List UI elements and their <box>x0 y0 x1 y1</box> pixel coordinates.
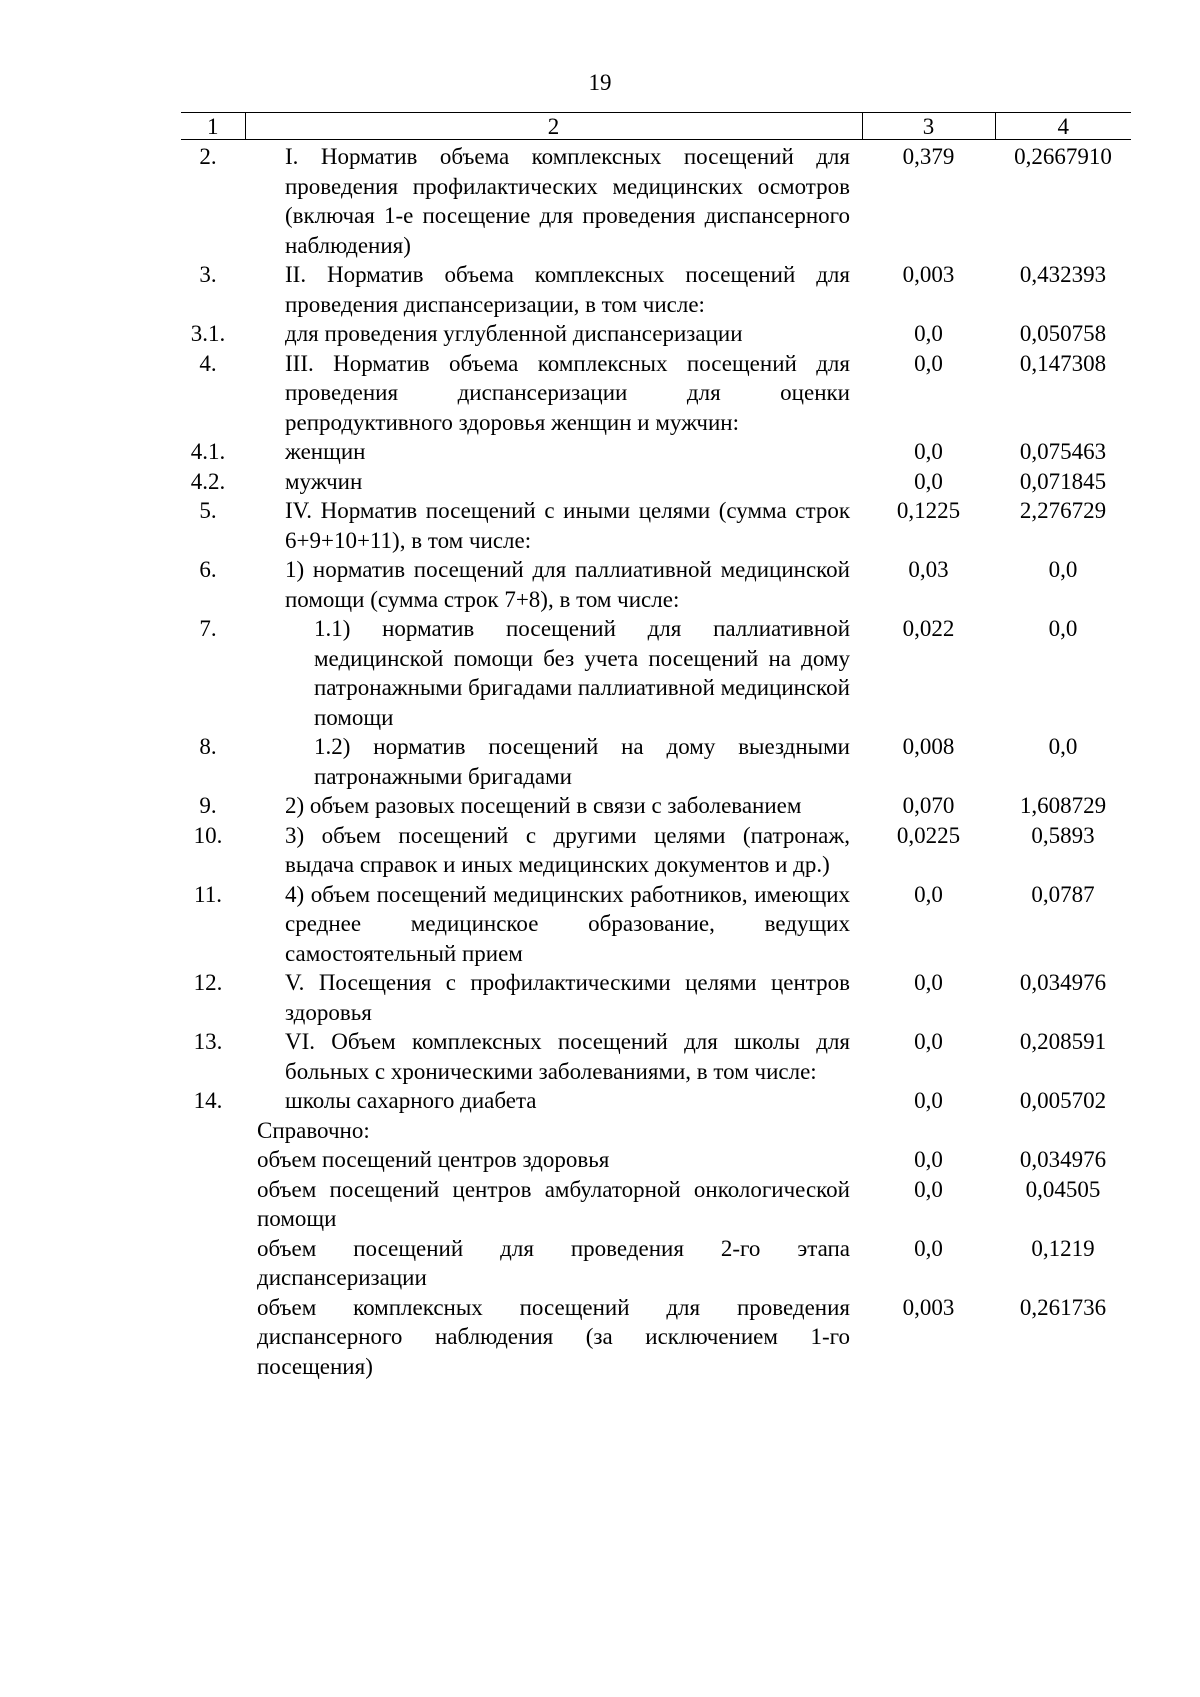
row-description: объем посещений для проведения 2-го этапа диспансеризации <box>257 1235 850 1290</box>
row-number: 2. <box>199 144 217 169</box>
row-description: 1) норматив посещений для паллиативной медицинской помощи (сумма строк 7+8), в том числе: <box>285 557 850 612</box>
row-value-col3: 0,0 <box>914 468 943 494</box>
row-value-col4: 0,04505 <box>1025 1176 1101 1202</box>
row-description: женщин <box>285 439 366 464</box>
table-body <box>181 140 1131 1382</box>
row-description: 2) объем разовых посещений в связи с заболеванием <box>285 793 802 818</box>
row-value-col3: 0,0 <box>914 439 943 464</box>
row-number: 9. <box>199 793 217 818</box>
row-value-col3: 0,0 <box>914 1088 943 1113</box>
row-description: 3) объем посещений с другими целями (патронаж, выдача справок и иных медицинских документов и др.) <box>285 822 850 877</box>
row-value-col4 <box>995 1116 1131 1146</box>
row-number: 10. <box>193 822 223 848</box>
row-number <box>181 1293 245 1382</box>
row-value-col4: 1,608729 <box>1019 793 1107 818</box>
row-number: 4.2. <box>190 468 226 494</box>
row-description: VI. Объем комплексных посещений для школы для больных с хроническими заболеваниями, в том числе: <box>285 1029 850 1084</box>
row-description: 1.2) норматив посещений на дому выездными патронажными бригадами <box>314 734 850 789</box>
row-number: 5. <box>199 498 217 523</box>
row-value-col4: 0,034976 <box>1019 1147 1107 1172</box>
table-row <box>181 467 1131 497</box>
row-value-col4: 0,034976 <box>1019 970 1107 995</box>
table-row <box>181 260 1131 319</box>
table-row <box>181 140 1131 261</box>
row-value-col3: 0,022 <box>902 616 955 641</box>
row-description: V. Посещения с профилактическими целями центров здоровья <box>285 970 850 1025</box>
row-description: II. Норматив объема комплексных посещений для проведения диспансеризации, в том числе: <box>285 262 850 317</box>
table-row <box>181 1116 1131 1146</box>
row-value-col4: 0,0 <box>1048 557 1078 582</box>
row-value-col3: 0,0 <box>914 350 943 376</box>
row-number: 4. <box>199 350 217 376</box>
table-row <box>181 880 1131 969</box>
row-description: 4) объем посещений медицинских работников, имеющих среднее медицинское образование, ведущих самостоятельный прием <box>285 881 850 966</box>
header-col-3: 3 <box>862 113 995 140</box>
standards-table <box>181 112 1131 1381</box>
row-number: 12. <box>193 970 223 995</box>
page-number: 19 <box>588 70 612 95</box>
row-value-col4: 0,432393 <box>1019 262 1107 287</box>
table-row <box>181 349 1131 438</box>
row-description: IV. Норматив посещений с иными целями (сумма строк 6+9+10+11), в том числе: <box>285 498 850 553</box>
table-row <box>181 555 1131 614</box>
row-value-col4: 0,2667910 <box>1014 144 1112 169</box>
row-value-col3: 0,0 <box>914 321 943 346</box>
row-value-col4: 0,071845 <box>1019 468 1107 494</box>
row-value-col4: 0,0 <box>1048 734 1078 759</box>
row-value-col3: 0,0 <box>914 1147 943 1172</box>
row-value-col4: 0,261736 <box>1019 1294 1107 1320</box>
table-row <box>181 496 1131 555</box>
row-description: школы сахарного диабета <box>285 1088 537 1113</box>
row-number: 13. <box>193 1029 223 1054</box>
row-number: 3. <box>199 262 217 287</box>
row-value-col3: 0,0 <box>914 881 943 907</box>
table-row <box>181 1175 1131 1234</box>
row-value-col3: 0,1225 <box>896 498 961 523</box>
row-value-col3: 0,0 <box>914 970 943 995</box>
row-description: 1.1) норматив посещений для паллиативной медицинской помощи без учета посещений на дому патронажными бригадами паллиативной медицинской помощи <box>314 616 850 730</box>
row-number: 4.1. <box>190 439 226 464</box>
header-col-4: 4 <box>995 113 1131 140</box>
row-value-col3: 0,0 <box>914 1029 943 1054</box>
row-value-col4: 0,1219 <box>1031 1235 1095 1261</box>
row-number: 3.1. <box>190 321 226 346</box>
row-value-col3: 0,0 <box>914 1176 943 1202</box>
row-value-col3: 0,003 <box>902 1294 955 1320</box>
row-value-col3: 0,0 <box>914 1235 943 1261</box>
row-number: 6. <box>199 557 217 582</box>
row-number <box>181 1145 245 1175</box>
row-description: объем посещений центров здоровья <box>257 1147 610 1172</box>
table-row <box>181 1293 1131 1382</box>
row-number: 8. <box>199 734 217 759</box>
row-number <box>181 1234 245 1293</box>
row-description: объем комплексных посещений для проведения диспансерного наблюдения (за исключением 1-го посещения) <box>257 1294 850 1379</box>
row-value-col3 <box>862 1116 995 1146</box>
header-col-1: 1 <box>181 113 245 140</box>
row-description: мужчин <box>285 468 363 494</box>
row-value-col4: 0,0 <box>1048 616 1078 641</box>
table-row <box>181 437 1131 467</box>
row-value-col4: 0,208591 <box>1019 1029 1107 1054</box>
row-value-col3: 0,070 <box>902 793 955 818</box>
row-number: 14. <box>193 1088 223 1113</box>
row-value-col4: 0,005702 <box>1019 1088 1107 1113</box>
header-row <box>181 113 1131 140</box>
table-row <box>181 1027 1131 1086</box>
row-value-col4: 0,050758 <box>1019 321 1107 346</box>
row-value-col4: 0,147308 <box>1019 350 1107 376</box>
table-row <box>181 821 1131 880</box>
row-number <box>181 1116 245 1146</box>
row-value-col4: 0,5893 <box>1031 822 1095 848</box>
table-row <box>181 968 1131 1027</box>
row-value-col4: 0,075463 <box>1019 439 1107 464</box>
row-description: для проведения углубленной диспансеризации <box>285 321 743 346</box>
table-row <box>181 1145 1131 1175</box>
row-value-col3: 0,0225 <box>896 822 961 848</box>
header-col-2: 2 <box>245 113 862 140</box>
row-description: Справочно: <box>257 1117 370 1143</box>
row-value-col4: 0,0787 <box>1031 881 1095 907</box>
row-value-col3: 0,008 <box>902 734 955 759</box>
row-value-col3: 0,03 <box>908 557 949 582</box>
row-value-col3: 0,379 <box>902 144 955 169</box>
row-value-col3: 0,003 <box>902 262 955 287</box>
table-row <box>181 614 1131 732</box>
row-description: III. Норматив объема комплексных посещений для проведения диспансеризации для оценки репродуктивного здоровья женщин и мужчин: <box>285 350 850 435</box>
table-row <box>181 791 1131 821</box>
table-row <box>181 1086 1131 1116</box>
row-value-col4: 2,276729 <box>1019 498 1107 523</box>
row-number <box>181 1175 245 1234</box>
row-number: 11. <box>194 881 222 907</box>
row-description: I. Норматив объема комплексных посещений для проведения профилактических медицинских осмотров (включая 1-е посещение для проведения диспансерного наблюдения) <box>285 144 850 258</box>
table-row <box>181 319 1131 349</box>
table-header <box>181 113 1131 140</box>
row-description: объем посещений центров амбулаторной онкологической помощи <box>257 1176 850 1231</box>
table-row <box>181 732 1131 791</box>
row-number: 7. <box>199 616 217 641</box>
table-row <box>181 1234 1131 1293</box>
